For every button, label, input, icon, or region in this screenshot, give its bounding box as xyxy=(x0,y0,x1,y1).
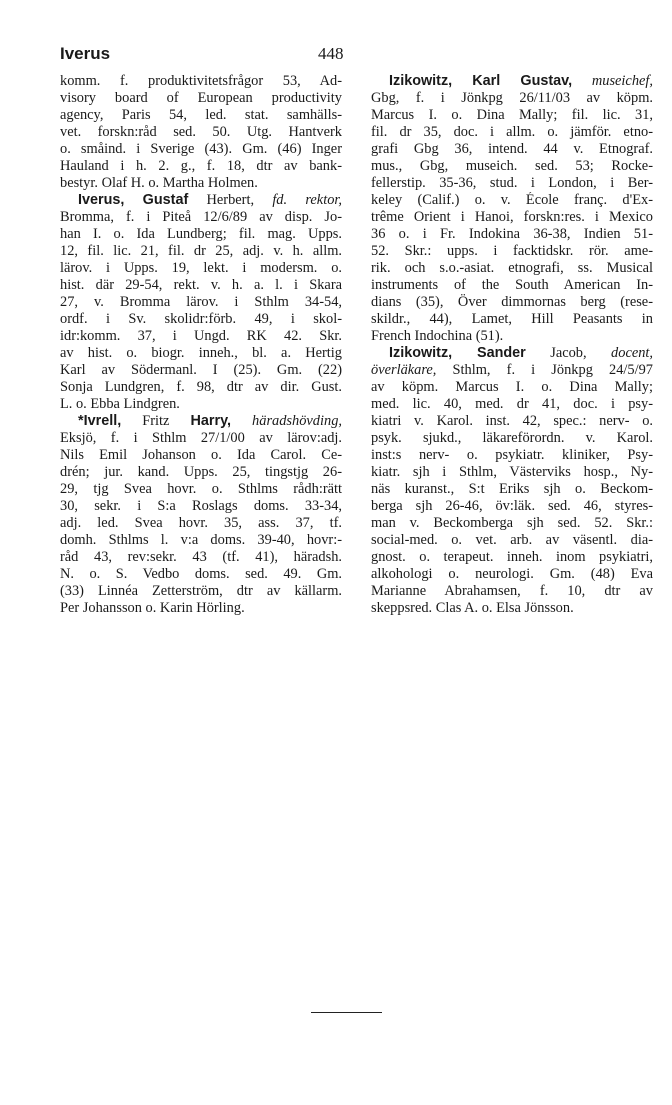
text-run: kiatri v. Karol. inst. 42, spec.: nerv- o. xyxy=(371,413,653,429)
text-run: av hist. o. biogr. inneh., bl. a. Hertig xyxy=(60,345,342,361)
text-line xyxy=(60,226,342,243)
page-number: 448 xyxy=(318,44,344,63)
text-line xyxy=(60,532,342,549)
text-run: skeppsred. Clas A. o. Elsa Jönsson. xyxy=(371,600,574,616)
entry-title: överläkare, xyxy=(371,362,437,378)
text-line xyxy=(371,549,653,566)
text-line xyxy=(371,294,653,311)
text-run: Gbg, f. i Jönkpg 26/11/03 av köpm. xyxy=(371,90,653,106)
text-line xyxy=(60,192,342,209)
text-line xyxy=(371,73,653,90)
text-line xyxy=(371,345,653,362)
text-line xyxy=(60,107,342,124)
text-run: dians (35), Över dimmornas berg (rese- xyxy=(371,294,653,310)
text-line xyxy=(371,362,653,379)
text-run: ordf. i Sv. skolidr:förb. 49, i skol- xyxy=(60,311,342,327)
entry-title: häradshövding, xyxy=(252,413,342,429)
end-rule xyxy=(311,1012,382,1013)
entry-title: museichef, xyxy=(591,73,653,89)
text-run: rik. och s.o.-asiat. etnografi, ss. Musical xyxy=(371,260,653,276)
entry-name: Izikowitz, Sander xyxy=(389,345,526,361)
text-run: Marianne Abrahamsen, f. 10, dtr av xyxy=(371,583,653,599)
text-run: grafi Gbg 36, intend. 44 v. Etnograf. xyxy=(371,141,653,157)
text-line xyxy=(60,583,342,600)
text-run: idr:komm. 37, i Ungd. RK 42. Skr. xyxy=(60,328,342,344)
text-line xyxy=(60,260,342,277)
text-run: Bromma, f. i Piteå 12/6/89 av disp. Jo- xyxy=(60,209,342,225)
text-line xyxy=(60,328,342,345)
text-run: inst:s nerv- o. psykiatr. kliniker, Psy- xyxy=(371,447,653,463)
text-run: komm. f. produktivitetsfrågor 53, Ad- xyxy=(60,73,342,89)
text-run: hist. där 29-54, rekt. v. h. a. l. i Skara xyxy=(60,277,342,293)
entry-name: Harry, xyxy=(190,413,231,429)
text-run: adj. led. Svea hovr. 35, ass. 37, tf. xyxy=(60,515,342,531)
text-run: N. o. S. Vedbo doms. sed. 49. Gm. xyxy=(60,566,342,582)
text-line xyxy=(60,158,342,175)
text-run: berga sjh 26-46, öv:läk. sed. 46, styres- xyxy=(371,498,653,514)
text-line xyxy=(60,277,342,294)
text-line xyxy=(371,175,653,192)
text-line xyxy=(371,430,653,447)
text-run: näs kuranst., S:t Eriks sjh o. Beckom- xyxy=(371,481,653,497)
text-line xyxy=(371,243,653,260)
text-line xyxy=(60,362,342,379)
text-line xyxy=(60,549,342,566)
text-run: fellerstip. 35-36, stud. i London, i Ber- xyxy=(371,175,653,191)
text-line xyxy=(60,413,342,430)
text-run: mus., Gbg, museich. sed. 53; Rocke- xyxy=(371,158,653,174)
text-run: skildr., 44), Lamet, Hill Peasants in xyxy=(371,311,653,327)
text-line xyxy=(60,566,342,583)
text-run xyxy=(231,413,252,429)
text-run: agency, Paris 54, led. stat. samhälls- xyxy=(60,107,342,123)
entry-name: Gustaf xyxy=(142,192,189,208)
text-line xyxy=(371,566,653,583)
text-run: domh. Sthlms l. v:a doms. 39-40, hovr:- xyxy=(60,532,342,548)
text-run: 52. Skr.: upps. i facktidskr. rör. ame- xyxy=(371,243,653,259)
text-line xyxy=(371,311,653,328)
text-run: keley (Calif.) o. v. École franç. d'Ex- xyxy=(371,192,653,208)
text-line xyxy=(371,396,653,413)
text-run: lärov. i Upps. 19, lekt. i modersm. o. xyxy=(60,260,342,276)
text-line xyxy=(60,294,342,311)
text-run: visory board of European productivity xyxy=(60,90,342,106)
text-line xyxy=(371,532,653,549)
text-line xyxy=(371,447,653,464)
text-line xyxy=(371,260,653,277)
text-line xyxy=(60,141,342,158)
text-run: Per Johansson o. Karin Hörling. xyxy=(60,600,245,616)
text-line xyxy=(371,464,653,481)
text-run: Herbert, xyxy=(188,192,273,208)
text-line xyxy=(60,447,342,464)
text-run: Jacob, xyxy=(525,345,612,361)
text-run: bestyr. Olaf H. o. Martha Holmen. xyxy=(60,175,258,191)
text-run: gnost. o. terapeut. inneh. inom psykiatri, xyxy=(371,549,653,565)
text-run: trême Orient i Hanoi, forskn:res. i Mexico xyxy=(371,209,653,225)
text-run: han I. o. Ida Lundberg; fil. mag. Upps. xyxy=(60,226,342,242)
text-line xyxy=(60,311,342,328)
text-run xyxy=(124,192,142,208)
text-line xyxy=(60,464,342,481)
text-line xyxy=(371,277,653,294)
text-line xyxy=(371,583,653,600)
text-line xyxy=(371,90,653,107)
text-run: fil. dr 35, doc. i allm. o. jämför. etno- xyxy=(371,124,653,140)
text-line xyxy=(371,379,653,396)
text-line xyxy=(60,124,342,141)
left-column xyxy=(60,73,342,617)
text-line xyxy=(371,515,653,532)
text-run: av köpm. Marcus I. o. Dina Mally; xyxy=(371,379,653,395)
text-line xyxy=(371,328,653,345)
text-line xyxy=(60,73,342,90)
text-run: French Indochina (51). xyxy=(371,328,504,344)
text-run: Marcus I. o. Dina Mally; fil. lic. 31, xyxy=(371,107,653,123)
entry-title: docent, xyxy=(611,345,653,361)
text-run: kiatr. sjh i Sthlm, Västerviks hosp., Ny- xyxy=(371,464,653,480)
text-run: psyk. sjukd., läkareförordn. v. Karol. xyxy=(371,430,653,446)
text-line xyxy=(371,498,653,515)
text-run: instruments of the South American In- xyxy=(371,277,653,293)
text-run: drén; jur. kand. Upps. 25, tingstjg 26- xyxy=(60,464,342,480)
text-run: Fritz xyxy=(121,413,191,429)
text-run: 27, v. Bromma lärov. i Sthlm 34-54, xyxy=(60,294,342,310)
text-run: alkohologi o. neurologi. Gm. (48) Eva xyxy=(371,566,653,582)
entry-name: *Ivrell, xyxy=(78,413,122,429)
text-line xyxy=(60,396,342,413)
text-run: 12, fil. lic. 21, fil. dr 25, adj. v. h. allm. xyxy=(60,243,342,259)
right-column xyxy=(371,73,653,617)
text-line xyxy=(60,600,342,617)
text-run: råd 43, rev:sekr. 43 (tf. 41), häradsh. xyxy=(60,549,342,565)
text-run: 29, tjg Svea hovr. o. Sthlms rådh:rätt xyxy=(60,481,342,497)
text-line xyxy=(371,413,653,430)
text-run: man v. Beckomberga sjh sed. 52. Skr.: xyxy=(371,515,653,531)
entry-title: fd. rektor, xyxy=(272,192,342,208)
text-run: Hauland i h. 2. g., f. 18, dtr av bank- xyxy=(60,158,342,174)
text-run: Eksjö, f. i Sthlm 27/1/00 av lärov:adj. xyxy=(60,430,342,446)
text-run: Nils Emil Johanson o. Ida Carol. Ce- xyxy=(60,447,342,463)
text-run: Sthlm, f. i Jönkpg 24/5/97 xyxy=(436,362,653,378)
text-run xyxy=(572,73,592,89)
text-run: med. lic. 40, med. dr 41, doc. i psy- xyxy=(371,396,653,412)
text-line xyxy=(371,209,653,226)
text-line xyxy=(60,379,342,396)
text-line xyxy=(60,209,342,226)
text-line xyxy=(60,498,342,515)
text-line xyxy=(371,158,653,175)
text-line xyxy=(60,90,342,107)
text-run: 36 o. i Fr. Indokina 36-38, Indien 51- xyxy=(371,226,653,242)
entry-name: Izikowitz, Karl Gustav, xyxy=(389,73,573,89)
text-run: L. o. Ebba Lindgren. xyxy=(60,396,180,412)
text-line xyxy=(371,481,653,498)
text-run: Sonja Lundgren, f. 98, dtr av dir. Gust. xyxy=(60,379,342,395)
text-line xyxy=(60,430,342,447)
text-line xyxy=(60,243,342,260)
entry-name: Iverus, xyxy=(78,192,125,208)
text-line xyxy=(60,515,342,532)
text-line xyxy=(60,345,342,362)
text-line xyxy=(371,107,653,124)
text-line xyxy=(371,192,653,209)
text-line xyxy=(60,481,342,498)
text-run: (33) Linnéa Zetterström, dtr av källarm. xyxy=(60,583,342,599)
text-run: o. småind. i Sverige (43). Gm. (46) Inger xyxy=(60,141,342,157)
text-line xyxy=(371,124,653,141)
text-run: 30, sekr. i S:a Roslags doms. 33-34, xyxy=(60,498,342,514)
text-line xyxy=(371,600,653,617)
running-head: Iverus xyxy=(60,44,111,63)
text-line xyxy=(371,226,653,243)
text-line xyxy=(60,175,342,192)
text-run: social-med. o. vet. arb. av väsentl. dia- xyxy=(371,532,653,548)
text-run: vet. forskn:råd sed. 50. Utg. Hantverk xyxy=(60,124,342,140)
text-line xyxy=(371,141,653,158)
text-run: Karl av Södermanl. I (25). Gm. (22) xyxy=(60,362,342,378)
